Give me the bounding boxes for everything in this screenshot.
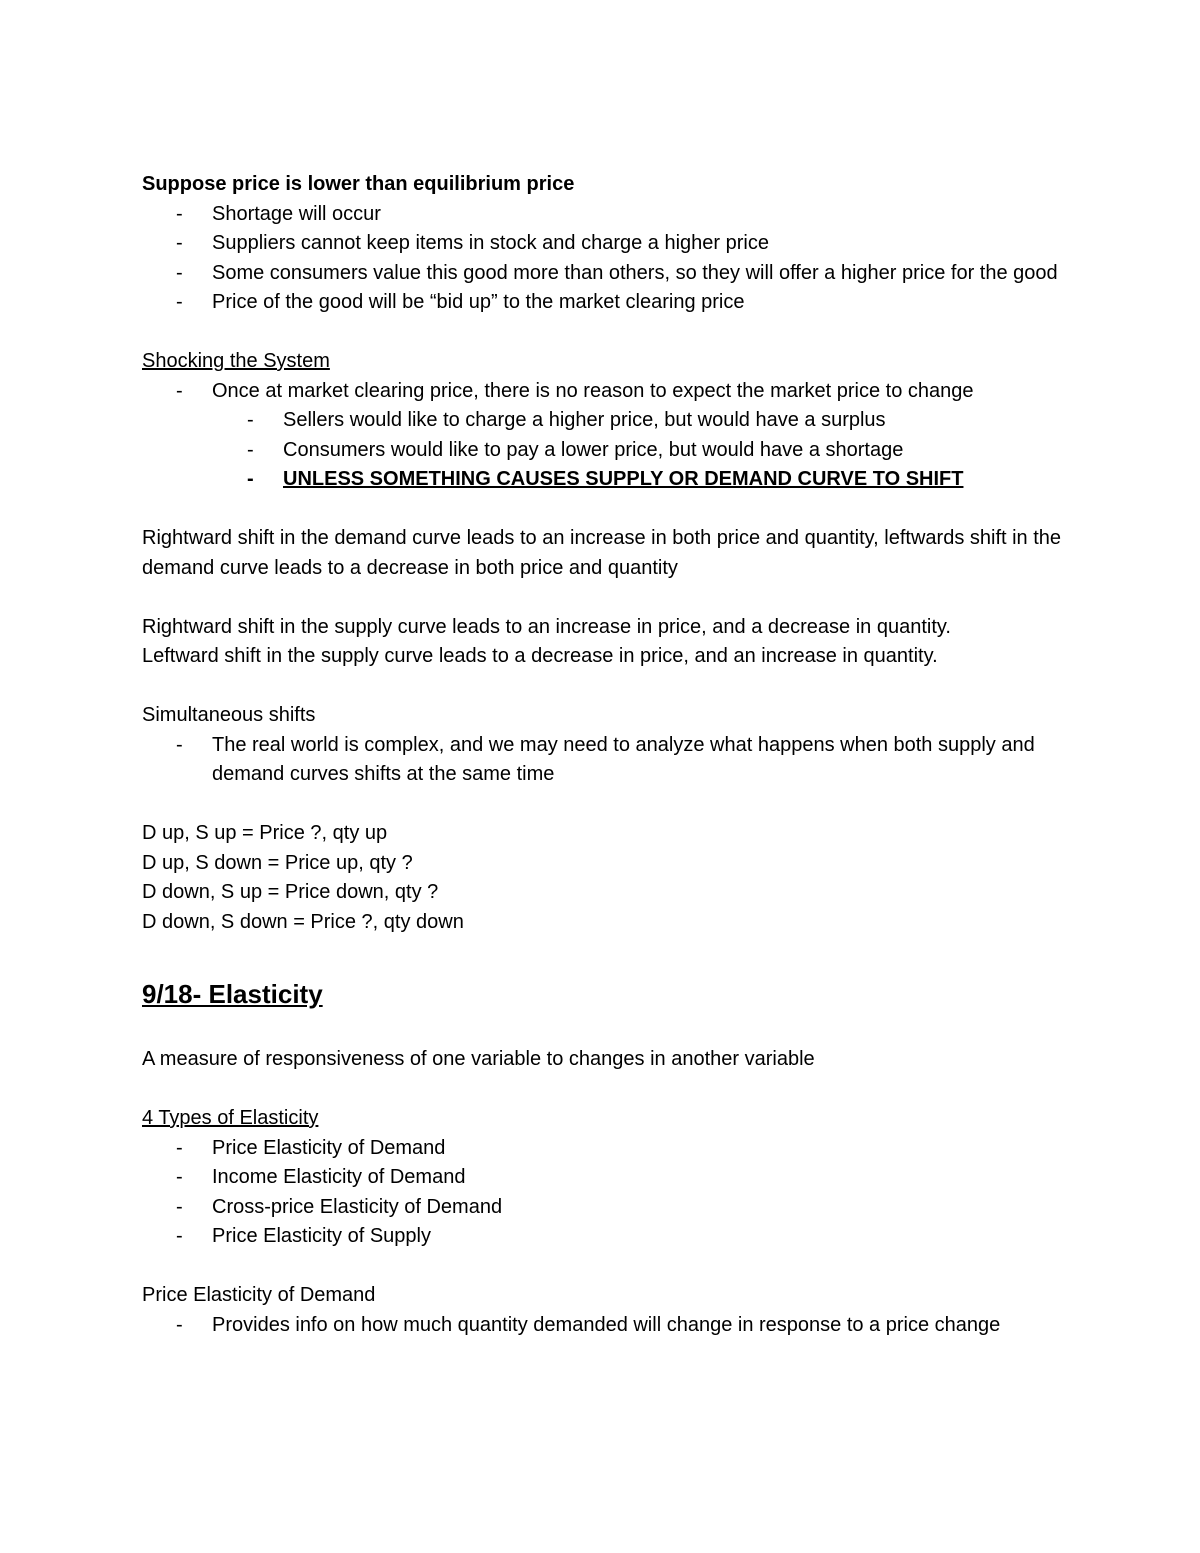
spacer — [142, 318, 1072, 348]
list-item — [142, 229, 1072, 259]
types-bullet-list — [142, 1134, 1072, 1252]
supply-shift-line: Rightward shift in the supply curve leads to an increase in price, and a decrease in quantity. — [142, 615, 951, 638]
bullet-dash: - — [176, 379, 183, 402]
bullet-dash: - — [247, 438, 254, 461]
list-item-text: The real world is complex, and we may need to analyze what happens when both supply and demand curves shifts at the same time — [212, 733, 1035, 785]
spacer — [142, 1252, 1072, 1282]
list-item-text: Provides info on how much quantity demanded will change in response to a price change — [212, 1313, 1001, 1336]
document-page — [142, 170, 1072, 1340]
bullet-dash: - — [176, 232, 183, 254]
ped-heading: Price Elasticity of Demand — [142, 1284, 376, 1306]
types-heading: 4 Types of Elasticity — [142, 1107, 319, 1129]
list-item — [142, 1222, 1072, 1252]
list-item-text: Some consumers value this good more than others, so they will offer a higher price for the good — [212, 261, 1058, 284]
bullet-dash: - — [176, 1195, 183, 1218]
list-item — [142, 436, 1072, 466]
shortage-bullet-list — [142, 200, 1072, 318]
list-item — [142, 1193, 1072, 1223]
shock-heading: Shocking the System — [142, 350, 330, 372]
list-item — [142, 731, 1072, 790]
list-item — [142, 406, 1072, 436]
list-item — [142, 1163, 1072, 1193]
bullet-dash: - — [176, 202, 183, 225]
list-item-text: Income Elasticity of Demand — [212, 1166, 466, 1188]
list-item-text: Consumers would like to pay a lower price, but would have a shortage — [283, 438, 904, 461]
list-item — [142, 288, 1072, 318]
list-item-text: Once at market clearing price, there is no reason to expect the market price to change — [212, 379, 974, 402]
list-item — [142, 200, 1072, 230]
spacer — [142, 495, 1072, 525]
list-item-text: Price Elasticity of Supply — [212, 1225, 431, 1247]
list-item-text: Sellers would like to charge a higher price, but would have a surplus — [283, 409, 886, 431]
list-item-text: Shortage will occur — [212, 202, 381, 225]
bullet-dash: - — [176, 733, 183, 756]
bullet-dash: - — [247, 468, 254, 490]
supply-shift-line: Leftward shift in the supply curve leads to a decrease in price, and an increase in quantity. — [142, 645, 938, 667]
elasticity-definition: A measure of responsiveness of one variable to changes in another variable — [142, 1048, 815, 1070]
bullet-dash: - — [176, 291, 183, 313]
bullet-dash: - — [176, 1166, 183, 1188]
list-item-text: Price Elasticity of Demand — [212, 1136, 446, 1159]
spacer — [142, 672, 1072, 702]
list-item — [142, 465, 1072, 495]
list-item — [142, 259, 1072, 289]
bullet-dash: - — [176, 261, 183, 284]
bullet-dash: - — [176, 1313, 183, 1336]
shock-sub-bullet-list — [142, 406, 1072, 495]
ped-bullet-list — [142, 1311, 1072, 1341]
list-item-text: Cross-price Elasticity of Demand — [212, 1195, 503, 1218]
shock-bullet-list — [142, 377, 1072, 407]
list-item — [142, 377, 1072, 407]
bullet-dash: - — [176, 1136, 183, 1159]
bullet-dash: - — [176, 1225, 183, 1247]
spacer — [142, 583, 1072, 613]
demand-shift-paragraph: Rightward shift in the demand curve leads to an increase in both price and quantity, leftwards shift in the demand curve leads to a decrease in both price and quantity — [142, 527, 1067, 579]
emphasis-text: UNLESS SOMETHING CAUSES SUPPLY OR DEMAND CURVE TO SHIFT — [283, 468, 964, 490]
spacer — [142, 790, 1072, 820]
shift-rule: D down, S up = Price down, qty ? — [142, 881, 439, 903]
spacer — [142, 1011, 1072, 1045]
bullet-dash: - — [247, 409, 254, 431]
spacer — [142, 937, 1072, 977]
list-item-text: Suppliers cannot keep items in stock and charge a higher price — [212, 232, 769, 254]
shift-rule: D down, S down = Price ?, qty down — [142, 910, 464, 933]
shift-rule: D up, S up = Price ?, qty up — [142, 822, 388, 844]
simultaneous-heading: Simultaneous shifts — [142, 704, 316, 726]
shift-rule: D up, S down = Price up, qty ? — [142, 851, 413, 874]
elasticity-title: 9/18- Elasticity — [142, 979, 323, 1009]
list-item — [142, 1311, 1072, 1341]
spacer — [142, 1075, 1072, 1105]
list-item-text: Price of the good will be “bid up” to the market clearing price — [212, 291, 745, 313]
shortage-heading: Suppose price is lower than equilibrium price — [142, 173, 575, 195]
list-item — [142, 1134, 1072, 1164]
simultaneous-bullet-list — [142, 731, 1072, 790]
